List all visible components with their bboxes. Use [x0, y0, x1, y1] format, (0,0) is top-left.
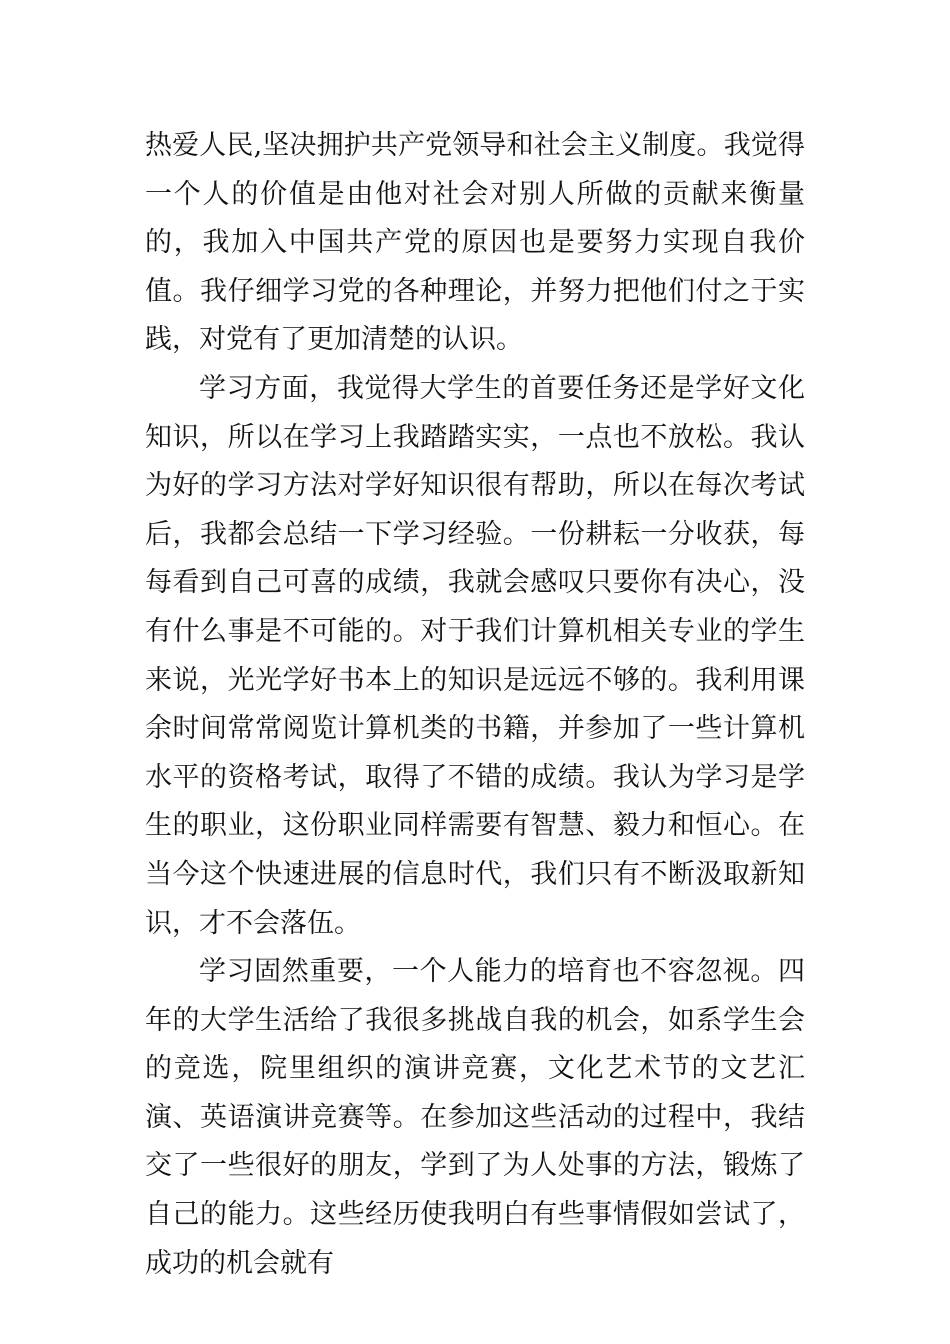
- paragraph-2: 学习方面，我觉得大学生的首要任务还是学好文化知识，所以在学习上我踏踏实实，一点也不放松。我认为好的学习方法对学好知识很有帮助，所以在每次考试后，我都会总结一下学习经验。一份耕耘一分收获，每每看到自己可喜的成绩，我就会感叹只要你有决心，没有什么事是不可能的。对于我们计算机相关专业的学生来说，光光学好书本上的知识是远远不够的。我利用课余时间常常阅览计算机类的书籍，并参加了一些计算机水平的资格考试，取得了不错的成绩。我认为学习是学生的职业，这份职业同样需要有智慧、毅力和恒心。在当今这个快速进展的信息时代，我们只有不断汲取新知识，才不会落伍。: [145, 372, 805, 939]
- paragraph-1: 热爱人民,坚决拥护共产党领导和社会主义制度。我觉得一个人的价值是由他对社会对别人所做的贡献来衡量的，我加入中国共产党的原因也是要努力实现自我价值。我仔细学习党的各种理论，并努力把他们付之于实践，对党有了更加清楚的认识。: [145, 130, 805, 356]
- document-body: [145, 122, 805, 1288]
- paragraph-3: 学习固然重要，一个人能力的培育也不容忽视。四年的大学生活给了我很多挑战自我的机会，如系学生会的竞选，院里组织的演讲竞赛，文化艺术节的文艺汇演、英语演讲竞赛等。在参加这些活动的过程中，我结交了一些很好的朋友，学到了为人处事的方法，锻炼了自己的能力。这些经历使我明白有些事情假如尝试了，成功的机会就有: [145, 956, 805, 1279]
